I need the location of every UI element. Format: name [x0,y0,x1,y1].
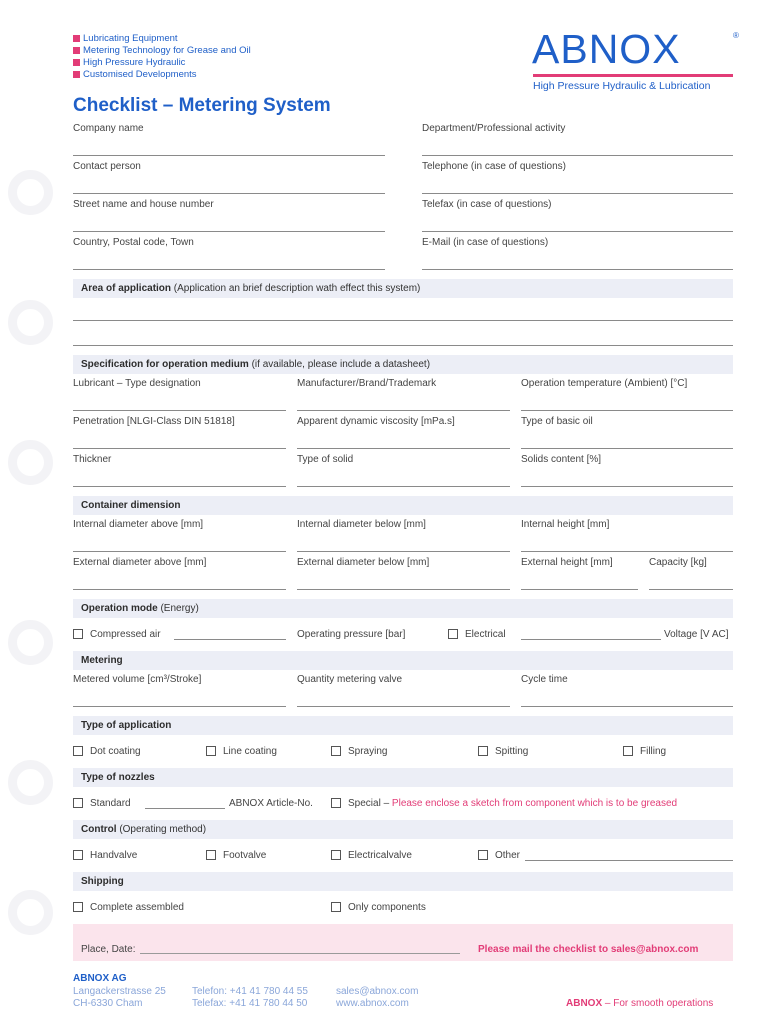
type-of-nozzles-header: Type of nozzles [73,768,733,787]
country-field[interactable] [73,269,385,270]
footer-phone: Telefon: +41 41 780 44 55 [192,986,308,997]
internal-diameter-above-field[interactable] [73,551,286,552]
contact-person-field[interactable] [73,193,385,194]
specification-header: Specification for operation medium (if available, please include a datasheet) [73,355,733,374]
place-date-label: Place, Date: [81,944,136,955]
control-header: Control (Operating method) [73,820,733,839]
electrical-checkbox[interactable] [448,629,458,639]
electricalvalve-checkbox[interactable] [331,850,341,860]
voltage-field[interactable] [521,639,661,640]
signature-bar [73,924,733,961]
contact-person-label: Contact person [73,161,141,172]
line-coating-label: Line coating [223,746,277,757]
complete-assembled-label: Complete assembled [90,902,184,913]
spitting-label: Spitting [495,746,529,757]
email-field[interactable] [422,269,733,270]
thickner-label: Thickner [73,454,112,465]
footer-slogan: ABNOX – For smooth operations [566,998,714,1009]
telephone-label: Telephone (in case of questions) [422,161,566,172]
footer-city: CH-6330 Cham [73,998,143,1009]
lubricant-label: Lubricant – Type designation [73,378,201,389]
metered-volume-field[interactable] [73,706,286,707]
manufacturer-field[interactable] [297,410,510,411]
quantity-valve-field[interactable] [297,706,510,707]
telefax-label: Telefax (in case of questions) [422,199,552,210]
tagline: High Pressure Hydraulic & Lubrication [533,80,711,92]
cycle-time-label: Cycle time [521,674,568,685]
external-height-field[interactable] [521,589,638,590]
penetration-field[interactable] [73,448,286,449]
other-field[interactable] [525,860,733,861]
special-note: Please enclose a sketch from component which is to be greased [391,798,678,809]
dot-coating-checkbox[interactable] [73,746,83,756]
solid-type-label: Type of solid [297,454,354,465]
footer-street: Langackerstrasse 25 [73,986,166,997]
bullet-square-icon [73,71,80,78]
temperature-label: Operation temperature (Ambient) [°C] [521,378,688,389]
footvalve-checkbox[interactable] [206,850,216,860]
basic-oil-field[interactable] [521,448,733,449]
logo-underline [533,74,733,77]
metered-volume-label: Metered volume [cm³/Stroke] [73,674,202,685]
watermark-ring [8,760,53,805]
compressed-air-field[interactable] [174,639,286,640]
header-bullet: Customised Developments [73,69,197,80]
company-label: Company name [73,123,144,134]
footer-fax: Telefax: +41 41 780 44 50 [192,998,308,1009]
temperature-field[interactable] [521,410,733,411]
area-field-line-1[interactable] [73,320,733,321]
dot-coating-label: Dot coating [90,746,141,757]
place-date-field[interactable] [140,953,460,954]
only-components-checkbox[interactable] [331,902,341,912]
external-diameter-above-label: External diameter above [mm] [73,557,207,568]
mail-note: Please mail the checklist to sales@abnox.com [478,944,699,955]
page-title: Checklist – Metering System [73,95,331,116]
footer-company: ABNOX AG [73,973,127,984]
other-label: Other [495,850,521,861]
capacity-field[interactable] [649,589,733,590]
footer-web-link[interactable]: www.abnox.com [336,998,409,1009]
complete-assembled-checkbox[interactable] [73,902,83,912]
internal-diameter-above-label: Internal diameter above [mm] [73,519,204,530]
only-components-label: Only components [348,902,426,913]
solids-content-label: Solids content [%] [521,454,602,465]
watermark-ring [8,170,53,215]
handvalve-label: Handvalve [90,850,138,861]
standard-checkbox[interactable] [73,798,83,808]
internal-diameter-below-field[interactable] [297,551,510,552]
header-bullet: Lubricating Equipment [73,33,178,44]
abnox-logo: ABNOX [532,26,681,72]
external-diameter-below-label: External diameter below [mm] [297,557,430,568]
lubricant-field[interactable] [73,410,286,411]
line-coating-checkbox[interactable] [206,746,216,756]
viscosity-label: Apparent dynamic viscosity [mPa.s] [297,416,455,427]
area-field-line-2[interactable] [73,345,733,346]
department-field[interactable] [422,155,733,156]
footer-email-link[interactable]: sales@abnox.com [336,986,419,997]
metering-header: Metering [73,651,733,670]
viscosity-field[interactable] [297,448,510,449]
telephone-field[interactable] [422,193,733,194]
article-number-field[interactable] [145,808,225,809]
article-number-label: ABNOX Article-No. [229,798,313,809]
email-label: E-Mail (in case of questions) [422,237,549,248]
external-diameter-above-field[interactable] [73,589,286,590]
internal-diameter-below-label: Internal diameter below [mm] [297,519,426,530]
external-diameter-below-field[interactable] [297,589,510,590]
internal-height-label: Internal height [mm] [521,519,610,530]
penetration-label: Penetration [NLGI-Class DIN 51818] [73,416,235,427]
area-of-application-header: Area of application (Application an brief description wath effect this system) [73,279,733,298]
street-field[interactable] [73,231,385,232]
filling-label: Filling [640,746,667,757]
solid-type-field[interactable] [297,486,510,487]
header-bullet: High Pressure Hydraulic [73,57,185,68]
department-label: Department/Professional activity [422,123,566,134]
operation-mode-header: Operation mode (Energy) [73,599,733,618]
external-height-label: External height [mm] [521,557,613,568]
standard-label: Standard [90,798,131,809]
spitting-checkbox[interactable] [478,746,488,756]
handvalve-checkbox[interactable] [73,850,83,860]
operating-pressure-label: Operating pressure [bar] [297,629,406,640]
watermark-ring [8,890,53,935]
quantity-valve-label: Quantity metering valve [297,674,403,685]
company-field[interactable] [73,155,385,156]
spraying-checkbox[interactable] [331,746,341,756]
bullet-square-icon [73,59,80,66]
bullet-square-icon [73,35,80,42]
registered-mark: ® [733,31,739,40]
watermark-ring [8,620,53,665]
electrical-label: Electrical [465,629,506,640]
compressed-air-checkbox[interactable] [73,629,83,639]
basic-oil-label: Type of basic oil [521,416,593,427]
street-label: Street name and house number [73,199,214,210]
cycle-time-field[interactable] [521,706,733,707]
special-label: Special – Please enclose a sketch from component which is to be greased [348,798,678,809]
other-checkbox[interactable] [478,850,488,860]
manufacturer-label: Manufacturer/Brand/Trademark [297,378,437,389]
watermark-ring [8,300,53,345]
container-dimension-header: Container dimension [73,496,733,515]
compressed-air-label: Compressed air [90,629,161,640]
voltage-label: Voltage [V AC] [664,629,729,640]
electricalvalve-label: Electricalvalve [348,850,412,861]
filling-checkbox[interactable] [623,746,633,756]
thickner-field[interactable] [73,486,286,487]
header-bullet: Metering Technology for Grease and Oil [73,45,251,56]
internal-height-field[interactable] [521,551,733,552]
capacity-label: Capacity [kg] [649,557,707,568]
spraying-label: Spraying [348,746,388,757]
solids-content-field[interactable] [521,486,733,487]
country-label: Country, Postal code, Town [73,237,194,248]
watermark-ring [8,440,53,485]
special-checkbox[interactable] [331,798,341,808]
telefax-field[interactable] [422,231,733,232]
footvalve-label: Footvalve [223,850,267,861]
bullet-square-icon [73,47,80,54]
type-of-application-header: Type of application [73,716,733,735]
shipping-header: Shipping [73,872,733,891]
